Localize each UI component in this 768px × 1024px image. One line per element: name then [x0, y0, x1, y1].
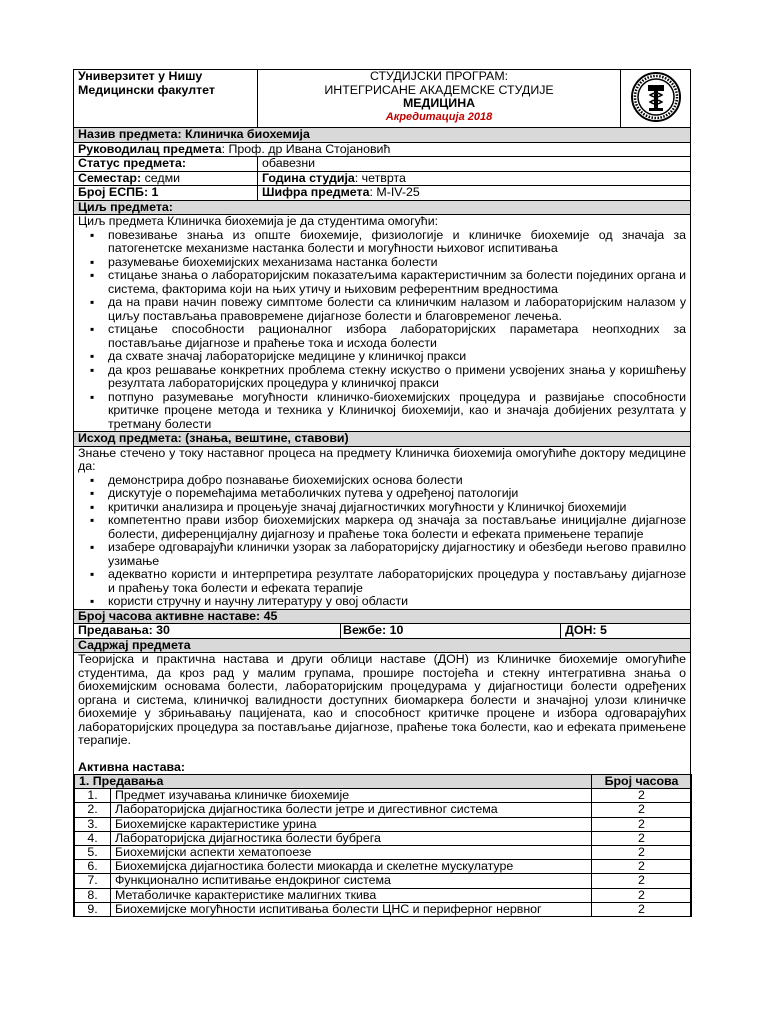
program-name: МЕДИЦИНА — [402, 96, 476, 110]
list-item: ▪ потпуно разумевање могућности клиничко-биохемијских процедура и развијање способности критичке процене метода и техника у Клиничкој биохемији, као и значаја добијених резултата у третману болести — [108, 391, 686, 432]
row-number: 6. — [75, 860, 111, 874]
year-value: : четврта — [354, 170, 406, 185]
leader-value: : Проф. др Ивана Стојановић — [221, 141, 391, 156]
row-topic: Предмет изучавања клиничке биохемије — [111, 789, 592, 803]
university-name: Универзитет у Нишу — [78, 69, 203, 83]
row-number: 7. — [75, 874, 111, 888]
row-hours: 2 — [592, 888, 692, 902]
year-label: Година студија — [262, 170, 355, 185]
row-number: 9. — [75, 902, 111, 916]
hours-header: Број часова — [592, 775, 692, 789]
semester-label: Семестар: — [78, 170, 142, 185]
outcome-intro: Знање стечено у току наставног процеса на предмету Клиничка биохемија омогућиће доктору медицине да: — [78, 445, 687, 473]
table-row — [75, 888, 692, 902]
content-title: Садржај предмета — [74, 638, 691, 653]
program-cell — [258, 70, 621, 128]
goal-list — [78, 229, 686, 432]
row-hours: 2 — [592, 860, 692, 874]
syllabus-document — [73, 69, 690, 917]
logo-cell — [621, 70, 691, 128]
code-label: Шифра предмета — [262, 185, 370, 199]
row-topic: Функционално испитивање ендокриног система — [111, 874, 592, 888]
faculty-name: Медицински факултет — [78, 82, 215, 97]
list-item: ▪ изабере одговарајући клинички узорак за лабораторијску дијагностику и обезбеди његово правилно узимање — [108, 541, 686, 568]
hours-title: Број часова активне наставе: 45 — [74, 609, 691, 624]
active-teaching-title: Активна настава: — [78, 759, 185, 774]
table-row — [75, 803, 692, 817]
program-type: ИНТЕГРИСАНЕ АКАДЕМСКЕ СТУДИЈЕ — [324, 82, 554, 97]
row-topic: Лабораторијска дијагностика болести бубрега — [111, 831, 592, 845]
accreditation-label: Акредитација 2018 — [385, 110, 493, 123]
row-hours: 2 — [592, 817, 692, 831]
exercises-hours: Вежбе: 10 — [341, 624, 561, 639]
list-item: ▪ компетентно прави избор биохемијских маркера од значаја за постављање иницијалне дијагнозе болести, диференцијалну дијагнозу и праћење тока болести и ефеката примењене терапије — [108, 514, 686, 541]
row-hours: 2 — [592, 874, 692, 888]
year-cell — [258, 171, 691, 186]
outcome-section — [74, 446, 691, 609]
content-section — [74, 653, 691, 918]
row-topic: Биохемијске карактеристике урина — [111, 817, 592, 831]
lectures-header: 1. Предавања — [75, 775, 592, 789]
lectures-table — [74, 774, 692, 917]
list-item: ▪ критички анализира и процењује значај дијагностичких могућности у Клиничкој биохемији — [108, 501, 686, 515]
list-item: ▪ стицање способности рационалног избора лабораторијских параметара неопходних за постављање дијагнозе и праћење тока и исхода болести — [108, 323, 686, 350]
table-row — [75, 860, 692, 874]
course-leader — [74, 142, 691, 157]
lectures-hours: Предавања: 30 — [74, 624, 341, 639]
list-item: ▪ да кроз решавање конкретних проблема стекну искуство о примени усвојених знања у коришћењу резултата лабораторијских процедура у клиничкој пракси — [108, 364, 686, 391]
row-hours: 2 — [592, 846, 692, 860]
table-row — [75, 874, 692, 888]
row-topic: Биохемијска дијагностика болести миокарда и скелетне мускулатуре — [111, 860, 592, 874]
row-hours: 2 — [592, 803, 692, 817]
row-number: 8. — [75, 888, 111, 902]
status-value: обавезни — [258, 157, 691, 172]
table-row — [75, 789, 692, 803]
content-text: Теоријска и практична настава и други облици наставе (ДОН) из Клиничке биохемије омогућиће студентима, да кроз рад у малим групама, прошире постојећа и стекну интегративна знања о биохемијским основама болести, лабораторијским процедурама у дијагностици болести одређених органа и система, клиничкој валидности доступних биомаркера болести и значајној улози клиничке биохемије у збрињавању пацијената, као и способност критичке процене и избора одговарајућих лабораторијских процедура за постављање дијагнозе, праћење тока болести, као и ефеката примењене терапије. — [78, 652, 687, 747]
table-row — [75, 831, 692, 845]
list-item: ▪ повезивање знања из опште биохемије, физиологије и клиничке биохемије од значаја за патогенетске механизме настанка болести и могућности њиховог испитивања — [108, 229, 686, 256]
leader-label: Руководилац предмета — [78, 141, 222, 156]
institution-cell — [74, 70, 258, 128]
list-item: ▪ стицање знања о лабораторијским показатељима карактеристичним за болести појединих органа и система, факторима који на њих утичу и њиховим референтним вредностима — [108, 269, 686, 296]
outcome-list — [78, 474, 686, 609]
don-hours: ДОН: 5 — [561, 624, 691, 639]
ects: Број ЕСПБ: 1 — [74, 186, 258, 201]
outcome-title: Исход предмета: (знања, вештине, ставови) — [74, 432, 691, 447]
course-name: Назив предмета: Клиничка биохемија — [74, 128, 691, 143]
row-hours: 2 — [592, 902, 692, 916]
list-item: ▪ адекватно користи и интерпретира резултате лабораторијских процедура у постављању дијагнозе и праћењу тока болести и ефеката терапије — [108, 568, 686, 595]
row-number: 2. — [75, 803, 111, 817]
table-row — [75, 817, 692, 831]
row-number: 3. — [75, 817, 111, 831]
list-item: ▪ демонстрира добро познавање биохемијских основа болести — [108, 474, 686, 488]
row-number: 1. — [75, 789, 111, 803]
syllabus-table — [73, 69, 691, 917]
goal-intro: Циљ предмета Клиничка биохемија је да студентима омогући: — [78, 214, 439, 228]
goal-section — [74, 215, 691, 432]
goal-title: Циљ предмета: — [74, 200, 691, 215]
row-topic: Биохемијске могућности испитивања болести ЦНС и периферног нервног — [111, 902, 592, 916]
university-seal-icon — [630, 71, 682, 123]
table-row — [75, 846, 692, 860]
row-topic: Лабораторијска дијагностика болести јетре и дигестивног система — [111, 803, 592, 817]
list-item: ▪ да на прави начин повежу симптоме болести са клиничким налазом и лабораторијским налазом у циљу постављања правовремене дијагнозе болести и благовременог лечења. — [108, 296, 686, 323]
row-number: 4. — [75, 831, 111, 845]
code-cell — [258, 186, 691, 201]
row-hours: 2 — [592, 831, 692, 845]
list-item: ▪ да схвате значај лабораторијске медицине у клиничкој пракси — [108, 350, 686, 364]
status-label: Статус предмета: — [74, 157, 258, 172]
row-topic: Метаболичке карактеристике малигних ткива — [111, 888, 592, 902]
list-item: ▪ разумевање биохемијских механизама настанка болести — [108, 256, 686, 270]
row-hours: 2 — [592, 789, 692, 803]
list-item: ▪ дискутује о поремећајима метаболичких путева у одређеној патологији — [108, 487, 686, 501]
row-topic: Биохемијски аспекти хематопоезе — [111, 846, 592, 860]
program-label: СТУДИЈСКИ ПРОГРАМ: — [369, 69, 509, 83]
row-number: 5. — [75, 846, 111, 860]
code-value: : М-IV-25 — [369, 185, 420, 199]
table-row — [75, 902, 692, 916]
semester-value: седми — [141, 170, 181, 185]
semester-cell — [74, 171, 258, 186]
list-item: ▪ користи стручну и научну литературу у овој области — [108, 595, 686, 609]
